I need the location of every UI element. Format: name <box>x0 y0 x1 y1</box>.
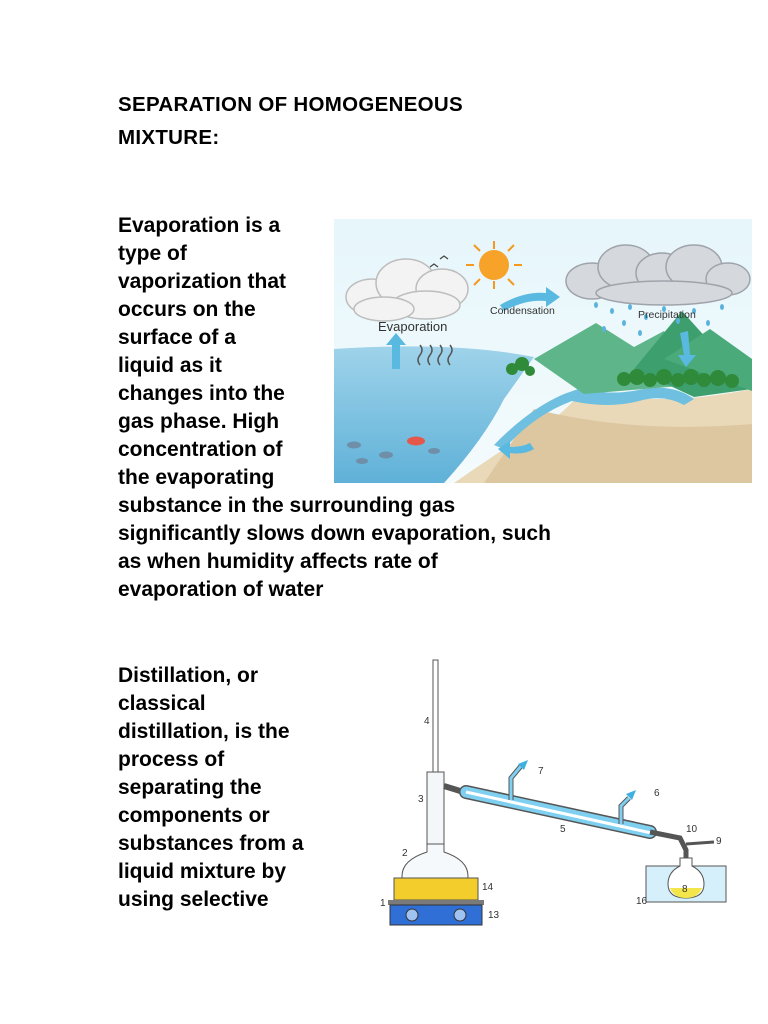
still-head <box>427 772 444 844</box>
evap-line: liquid as it <box>118 354 222 377</box>
label-3: 3 <box>418 794 424 805</box>
dist-line: distillation, is the <box>118 720 290 743</box>
dist-line: process of <box>118 748 225 771</box>
distillation-apparatus-illustration <box>374 654 732 930</box>
label-4: 4 <box>424 716 430 727</box>
label-condensation: Condensation <box>490 305 555 317</box>
evap-line: surface of a <box>118 326 236 349</box>
label-13: 13 <box>488 910 500 921</box>
label-16: 16 <box>636 896 648 907</box>
dist-line: using selective <box>118 888 269 911</box>
label-6: 6 <box>654 788 660 799</box>
title-line-2: MIXTURE: <box>118 126 220 149</box>
label-evaporation: Evaporation <box>378 319 448 334</box>
dist-line: classical <box>118 692 206 715</box>
label-5: 5 <box>560 824 566 835</box>
hotplate-top <box>388 900 484 905</box>
evap-line: the evaporating <box>118 466 275 489</box>
evap-line: concentration of <box>118 438 283 461</box>
label-2: 2 <box>402 848 408 859</box>
evap-line: type of <box>118 242 187 265</box>
evap-line: as when humidity affects rate of <box>118 550 438 573</box>
heating-bath <box>394 878 478 900</box>
label-1: 1 <box>380 898 386 909</box>
dist-line: liquid mixture by <box>118 860 287 883</box>
water-cycle-illustration <box>334 219 752 483</box>
evap-line: occurs on the <box>118 298 256 321</box>
condenser <box>466 792 674 838</box>
evap-line: significantly slows down evaporation, such <box>118 522 551 545</box>
evap-line: gas phase. High <box>118 410 280 433</box>
dist-line: components or <box>118 804 270 827</box>
evap-line: evaporation of water <box>118 578 324 601</box>
label-7: 7 <box>538 766 544 777</box>
evap-line: substance in the surrounding gas <box>118 494 456 517</box>
label-8: 8 <box>682 884 688 895</box>
title-line-1: SEPARATION OF HOMOGENEOUS <box>118 93 464 116</box>
hotplate <box>390 905 482 925</box>
evap-line: changes into the <box>118 382 285 405</box>
evap-line: Evaporation is a <box>118 214 281 237</box>
vacuum-arm <box>686 842 714 844</box>
hotplate-knob-icon <box>406 909 418 921</box>
distillation-paragraph <box>118 662 378 914</box>
dist-line: separating the <box>118 776 262 799</box>
thermometer <box>433 660 438 790</box>
label-precipitation: Precipitation <box>638 309 696 321</box>
label-14: 14 <box>482 882 494 893</box>
dist-line: Distillation, or <box>118 664 259 687</box>
dist-line: substances from a <box>118 832 304 855</box>
evap-line: vaporization that <box>118 270 287 293</box>
page-title <box>118 88 598 154</box>
hotplate-knob-icon <box>454 909 466 921</box>
label-9: 9 <box>716 836 722 847</box>
label-10: 10 <box>686 824 698 835</box>
